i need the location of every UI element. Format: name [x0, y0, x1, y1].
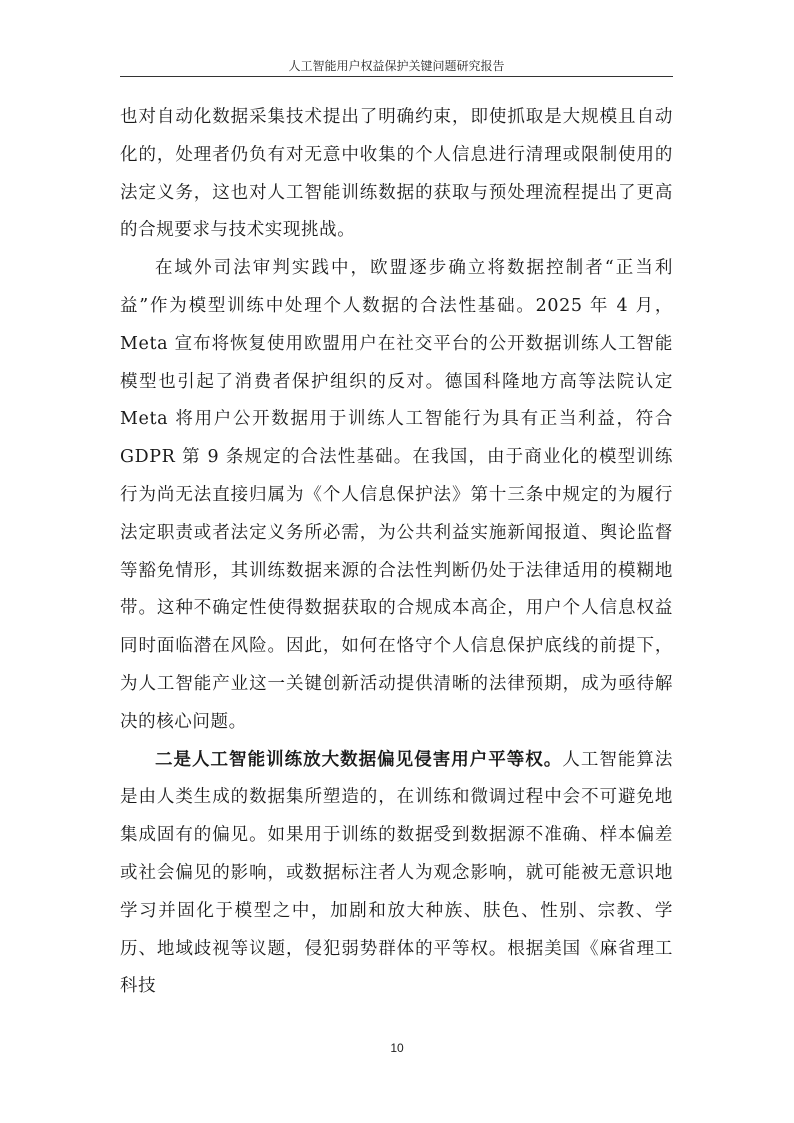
- paragraph-data-bias: [120, 742, 673, 1007]
- header-divider: [120, 76, 673, 77]
- paragraph-continuation: 也对自动化数据采集技术提出了明确约束，即使抓取是大规模且自动化的，处理者仍负有对无意中收集的个人信息进行清理或限制使用的法定义务，这也对人工智能训练数据的获取与预处理流程提出了更高的合规要求与技术实现挑战。: [120, 107, 673, 241]
- running-header: 人工智能用户权益保护关键问题研究报告: [288, 59, 505, 73]
- page-number: 10: [390, 1041, 404, 1055]
- paragraph-legitimate-interest: 在域外司法审判实践中，欧盟逐步确立将数据控制者“正当利益”作为模型训练中处理个人数据的合法性基础。2025 年 4 月，Meta 宣布将恢复使用欧盟用户在社交平台的公开数据训练人工智能模型也引起了消费者保护组织的反对。德国科隆地方高等法院认定 Meta 将用户公开数据用于训练人工智能行为具有正当利益，符合 GDPR 第 9 条规定的合法性基础。在我国，由于商业化的模型训练行为尚无法直接归属为《个人信息保护法》第十三条中规定的为履行法定职责或者法定义务所必需，为公共利益实施新闻报道、舆论监督等豁免情形，其训练数据来源的合法性判断仍处于法律适用的模糊地带。这种不确定性使得数据获取的合规成本高企，用户个人信息权益同时面临潜在风险。因此，如何在恪守个人信息保护底线的前提下，为人工智能产业这一关键创新活动提供清晰的法律预期，成为亟待解决的核心问题。: [120, 258, 673, 732]
- paragraph-body: 人工智能算法是由人类生成的数据集所塑造的，在训练和微调过程中会不可避免地集成固有的偏见。如果用于训练的数据受到数据源不准确、样本偏差或社会偏见的影响，或数据标注者人为观念影响，就可能被无意识地学习并固化于模型之中，加剧和放大种族、肤色、性别、宗教、学历、地域歧视等议题，侵犯弱势群体的平等权。根据美国《麻省理工科技: [120, 749, 673, 997]
- document-body: [120, 99, 673, 1006]
- paragraph-lead-heading: 二是人工智能训练放大数据偏见侵害用户平等权。: [155, 749, 563, 770]
